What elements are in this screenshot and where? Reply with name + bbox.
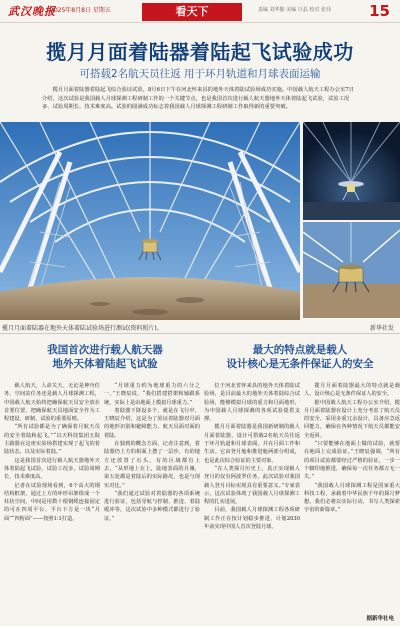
side-photo-lander — [303, 222, 400, 318]
photo-credit: 新华社发 — [369, 325, 394, 332]
article-lead: 揽月月面着陆器着陆起飞综合验证试验，8月6日下午在河北怀来县的地外天体着陆试验场成功实施。中国载人航天工程办公室7日介绍，这次试验是我国载人月球探测工程研制工作的一个关键节点，也是我国首次进行载人航天器地外天体着陆起飞试验，试验工况多、试验周期长，技术难度高。试验的圆满成功标志着我国载人月球探测工程研制工作取得新的重要突破。 — [42, 87, 355, 111]
newspaper-logo: 武汉晚报 — [8, 5, 56, 18]
paragraph: 位于河北省怀来县的地外天体着陆试验场，是目前最大的地外天体着陆综合试验场，能够模拟月球的重力和月面地形，为中国载人月球探测的各项试验提供支撑。 — [204, 383, 300, 423]
text-column-4 — [304, 382, 400, 515]
text-column-2 — [104, 382, 200, 523]
paragraph: “所有试验都是为了确保着月航天员的安全着陆和起飞。”“以天科技集团五院主路器在这座实验场搭建实现了起飞的着陆状态，以及实际着陆。” — [4, 424, 100, 456]
paragraph: “我国载人月球探测工程是国家重大科技工程，承载着中华民族千年的探月梦想，我们必将以实际行动，书写人类探索宇宙的新篇章。” — [304, 482, 400, 514]
lander-closeup-image — [303, 222, 400, 318]
article-headline: 揽月月面着陆器着陆起飞试验成功 — [46, 40, 354, 64]
issue-date: 2025年8月8日 星期五 — [50, 7, 111, 14]
paragraph: “我们通过试验对着陆器的各项系统进行验证，包括导航与控制、推进、着陆缓冲等，这次试验中多种模式都进行了验证。” — [104, 490, 200, 522]
page-number: 15 — [369, 2, 390, 20]
page-header — [0, 0, 400, 23]
paragraph: 目前，我国载人月球探测工程各项研制工作正在按计划稳步推进，计划2030年前实现中国人首次登陆月球。 — [204, 507, 300, 531]
paragraph: 在独到的概念方面，记者注意到，着陆器仍上方的相面上摆了一层沙，有的地方还放置了石头。有的区域都有上去，“从形地上在上，陆地表面的月壤，第五处都是着陆后的实际路况，也是与现实对比。” — [104, 441, 200, 489]
paragraph: 据中国载人航天工程办公室介绍，揽月月面着陆器在设计上充分考虑了航天员的安全，采用多重冗余设计，具备应急返回能力，确保在各种情况下航天员都能安全返回。 — [304, 399, 400, 439]
article-subheadline: 可搭载2名航天员往返 用于环月轨道和月球表面运输 — [79, 68, 321, 80]
paragraph: 揽月月面着陆器是我国新研制的载人月面着陆器，设计可搭载2名航天员往返于环月轨道和月球表面，并在月面工作和生活。它由登月舱和推进舱两部分组成，也是此次综合验证的主要对象。 — [204, 424, 300, 464]
section-banner: 看天下 — [142, 3, 242, 21]
section-divider — [0, 333, 400, 334]
paragraph: “在人类探月历史上，真正实现载人登月的仅有阿波罗任务，此次试验对我国载人登月目标实现具有重要意义。”专家表示，这次试验体现了我国载人月球探测工程的扎实进展。 — [204, 465, 300, 506]
photo-caption: 揽月月面着陆器在地外天体着陆试验场进行测试(资料照片)。 — [2, 325, 163, 332]
paragraph: 载人航天，人命关天。无论是神舟任务，空间站任务还是载人月球探测工程，中国载人航天始终把确保航天员安全放在首要位置，把确保航天员地面安全作为工程建设、研制、试验的重要原则。 — [4, 383, 100, 423]
paragraph: “只要能够在地面上做的试验，就要在地面上完成验证。”王晓辰强调，“所有的项目试验都要经过严格的验证，一步一个脚印地推进，确保每一次任务都万无一失。” — [304, 441, 400, 481]
text-column-1 — [4, 382, 100, 523]
source-credit: 据新华社电 — [366, 616, 394, 622]
paragraph: 着陆器下降设多个，就是在飞行中，王晓辰介绍，这是为了验证着陆器对月面的地形识别和避障能力，航天员面对面的着陆。 — [104, 407, 200, 439]
test-facility-image — [0, 122, 300, 320]
text-column-3 — [204, 382, 300, 531]
paragraph: “月球重力约为地球重力的六分之一。”王晓辰说，“我们搭建搭架和轴跟系统，实际上是由地面上模拟月球重力。” — [104, 383, 200, 406]
paragraph: 揽月月面着陆器最大的特点就是载人，设计核心是无条件保证人的安全。 — [304, 383, 400, 398]
paragraph: 记者在试验现场看到，6个高大的钢结构框架，通过上方的环形吊架组成一个柱状空间，中间是用数十根钢缆连接固定的可在四周平台、平台下方是一块“月面”“四桁面”——按照1:1打造。 — [4, 482, 100, 522]
right-subtitle: 最大的特点就是载人 设计核心是无条件保证人的安全 — [226, 344, 374, 370]
main-photo — [0, 122, 300, 320]
night-test-image — [303, 122, 400, 220]
left-subtitle: 我国首次进行载人航天器 地外天体着陆起飞试验 — [47, 344, 163, 370]
paragraph: 这是我国首次进行载人航天器地外天体着陆起飞试验，试验工况多，试验周期长，技术难度高。 — [4, 457, 100, 481]
side-photo-night — [303, 122, 400, 220]
editor-credits: 责编 刘华勤 美编 日晶 校对 张玮 — [258, 7, 331, 13]
